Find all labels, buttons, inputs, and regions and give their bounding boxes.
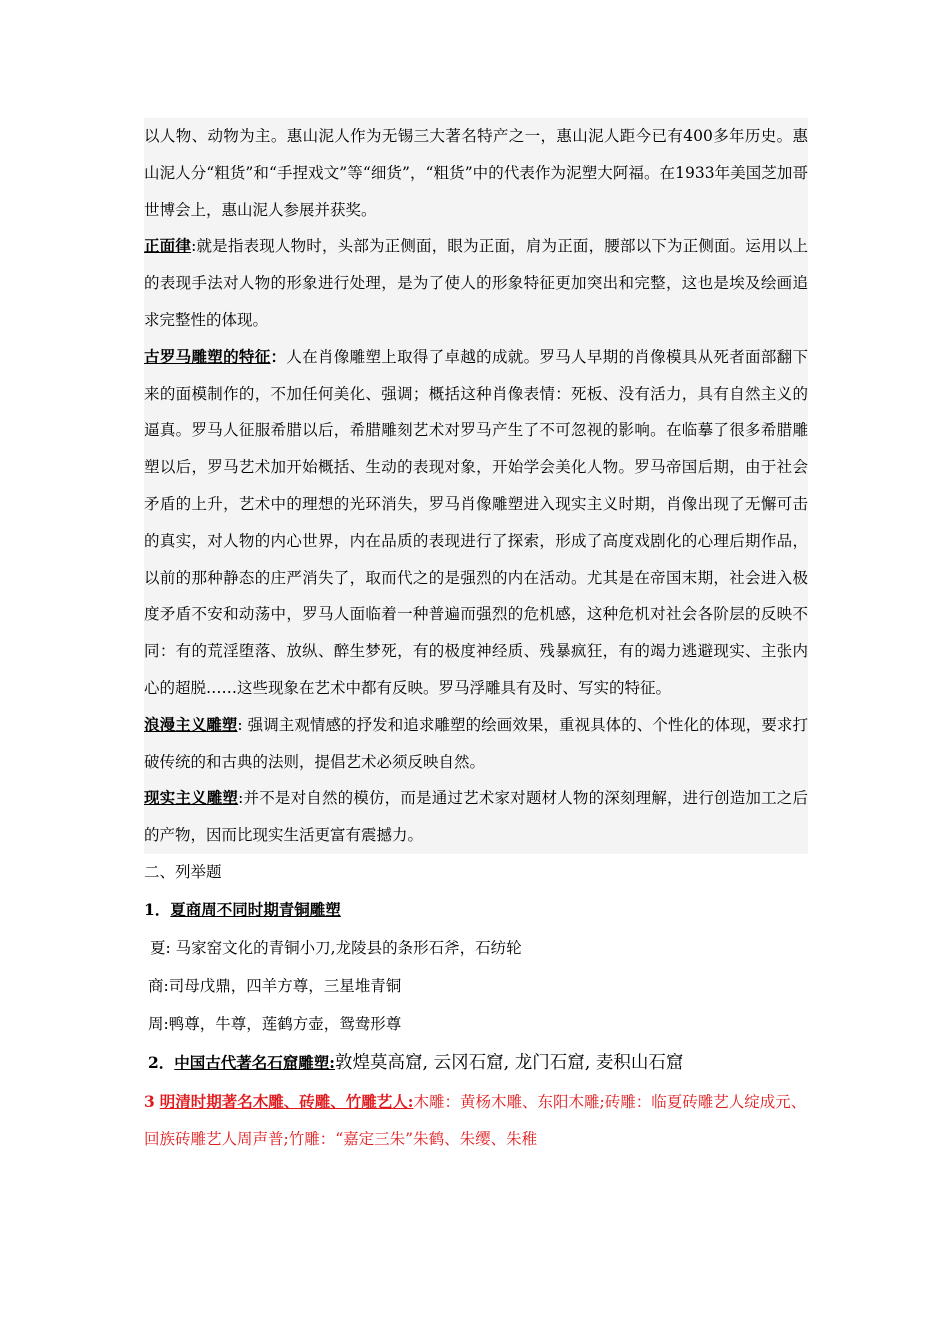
list-item: 商:司母戊鼎，四羊方尊，三星堆青铜 xyxy=(148,976,402,995)
frontal-law-paragraph xyxy=(144,228,808,338)
list2-value: 敦煌莫高窟, 云冈石窟, 龙门石窟, 麦积山石窟 xyxy=(335,1052,684,1073)
intro-text: 以人物、动物为主。惠山泥人作为无锡三大著名特产之一，惠山泥人距今已有400多年历史。惠山泥人分“粗货”和“手捏戏文”等“细货”，“粗货”中的代表作为泥塑大阿福。在1933年美国芝加哥世博会上，惠山泥人参展并获奖。 xyxy=(144,127,808,219)
list2-title: 中国古代著名石窟雕塑: xyxy=(174,1052,336,1072)
list3-paragraph xyxy=(144,1083,808,1158)
document-page xyxy=(144,118,808,1158)
list1-number: 1． xyxy=(144,899,171,919)
frontal-law-text: :就是指表现人物时，头部为正侧面，眼为正面，肩为正面，腰部以下为正侧面。运用以上的表现手法对人物的形象进行处理，是为了使人的形象特征更加突出和完整，这也是埃及绘画追求完整性的体现。 xyxy=(144,237,808,329)
list2-line xyxy=(144,1043,808,1083)
realism-sculpture-paragraph xyxy=(144,780,808,854)
roman-sculpture-term: 古罗马雕塑的特征 xyxy=(144,346,271,366)
list1-title-text: 夏商周不同时期青铜雕塑 xyxy=(170,899,341,919)
list-item: 周:鸭尊，牛尊，莲鹤方壶，鸳鸯形尊 xyxy=(148,1014,402,1033)
section-heading: 二、列举题 xyxy=(144,862,222,881)
realism-sculpture-term: 现实主义雕塑 xyxy=(144,788,239,808)
romantic-sculpture-text: : 强调主观情感的抒发和追求雕塑的绘画效果，重视具体的、个性化的体现，要求打破传统的和古典的法则，提倡艺术必须反映自然。 xyxy=(144,715,808,771)
frontal-law-term: 正面律 xyxy=(144,236,192,256)
list-item: 夏: 马家窑文化的青铜小刀,龙陵县的条形石斧，石纺轮 xyxy=(150,938,522,957)
list1-title xyxy=(144,891,808,929)
roman-sculpture-colon: ： xyxy=(270,346,287,366)
roman-sculpture-text: 人在肖像雕塑上取得了卓越的成就。罗马人早期的肖像模具从死者面部翻下来的面模制作的，不加任何美化、强调；概括这种肖像表情：死板、没有活力，具有自然主义的逼真。罗马人征服希腊以后，希腊雕刻艺术对罗马产生了不可忽视的影响。在临摹了很多希腊雕塑以后，罗马艺术加开始概括、生动的表现对象，开始学会美化人物。罗马帝国后期，由于社会矛盾的上升，艺术中的理想的光环消失，罗马肖像雕塑进入现实主义时期，肖像出现了无懈可击的真实，对人物的内心世界，内在品质的表现进行了探索，形成了高度戏剧化的心理后期作品，以前的那种静态的庄严消失了，取而代之的是强烈的内在活动。尤其是在帝国末期，社会进入极度矛盾不安和动荡中，罗马人面临着一种普遍而强烈的危机感，这种危机对社会各阶层的反映不同：有的荒淫堕落、放纵、醉生梦死，有的极度神经质、残暴疯狂，有的竭力逃避现实、主张内心的超脱……这些现象在艺术中都有反映。罗马浮雕具有及时、写实的特征。 xyxy=(144,347,808,697)
roman-sculpture-paragraph xyxy=(144,339,808,707)
romantic-sculpture-paragraph xyxy=(144,707,808,781)
romantic-sculpture-term: 浪漫主义雕塑 xyxy=(144,714,238,734)
realism-sculpture-text: :并不是对自然的模仿，而是通过艺术家对题材人物的深刻理解，进行创造加工之后的产物，因而比现实生活更富有震撼力。 xyxy=(144,789,808,845)
intro-paragraph xyxy=(144,118,808,228)
list3-number: 3 xyxy=(144,1091,155,1111)
list3-title: 明清时期著名木雕、砖雕、竹雕艺人: xyxy=(159,1091,414,1111)
list2-number: 2． xyxy=(148,1052,175,1072)
list3-value: 木雕：黄杨木雕、东阳木雕;砖雕：临夏砖雕艺人绽成元、回族砖雕艺人周声普;竹雕：“嘉定三朱”朱鹤、朱缨、朱稚 xyxy=(144,1092,807,1148)
